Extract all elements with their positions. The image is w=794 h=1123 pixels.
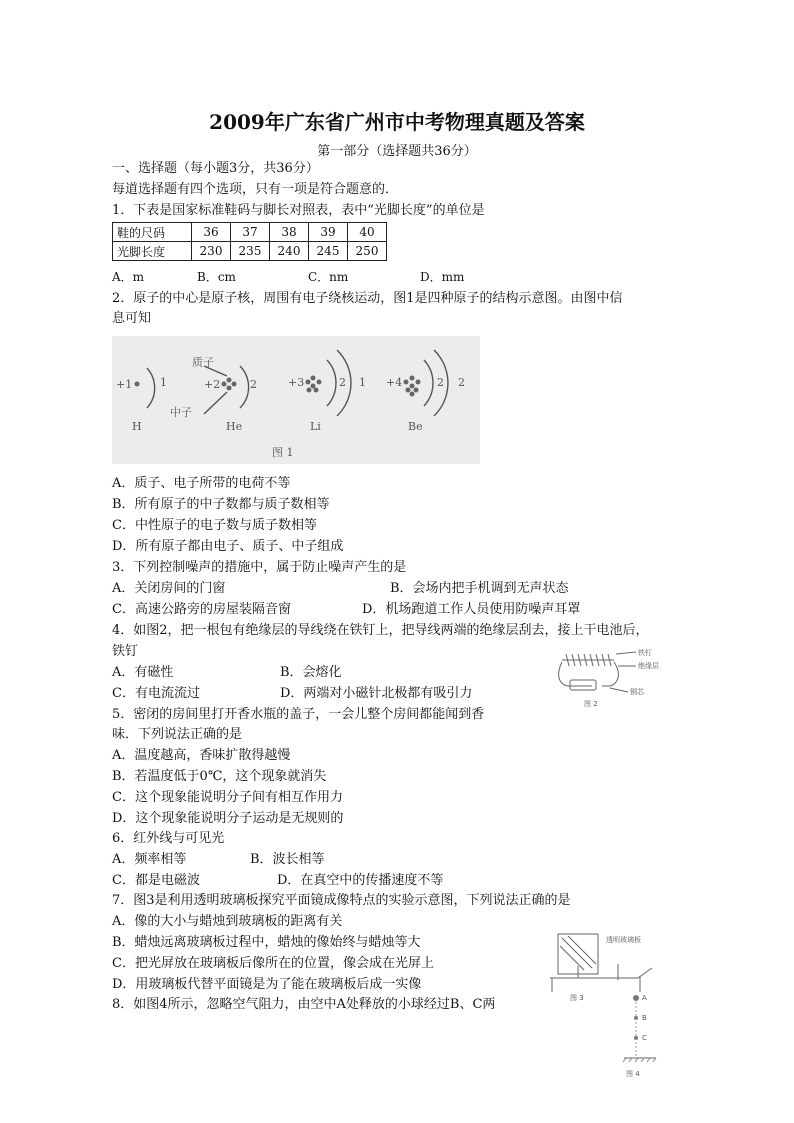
q4-option-a: A．有磁性: [112, 665, 174, 680]
q4-option-d: D．两端对小磁针北极都有吸引力: [280, 686, 473, 701]
table-cell: 光脚长度: [113, 242, 192, 261]
table-cell: 鞋的尺码: [113, 223, 192, 242]
q3-option-a: A．关闭房间的门窗: [112, 581, 226, 596]
neutron-label: 中子: [170, 406, 192, 419]
table-cell: 36: [192, 223, 231, 242]
q5-stem-line2: 味．下列说法正确的是: [112, 727, 243, 742]
q4-stem-line1: 4．如图2，把一根包有绝缘层的导线绕在铁钉上，把导线两端的绝缘层刮去，接上干电池后，: [112, 623, 649, 638]
shell-count: 2: [437, 376, 444, 389]
q2-option-d: D．所有原子都由电子、质子、中子组成: [112, 539, 344, 554]
q5-option-a: A．温度越高，香味扩散得越慢: [112, 748, 291, 763]
point-label: A: [642, 994, 647, 1002]
electron-shell: [240, 366, 249, 408]
q8-stem: 8．如图4所示，忽略空气阻力，由空中A处释放的小球经过B、C两: [112, 997, 496, 1012]
shell-count: 2: [250, 378, 257, 391]
table-row: [113, 242, 387, 261]
q1-option-b: B．cm: [197, 270, 236, 284]
q2-stem-line2: 息可知: [112, 311, 152, 326]
q6-option-a: A．频率相等: [112, 852, 187, 867]
q2-option-a: A．质子、电子所带的电荷不等: [112, 476, 291, 491]
shell-count: 1: [359, 376, 366, 389]
q4-option-c: C．有电流流过: [112, 686, 200, 701]
q3-option-b: B．会场内把手机调到无声状态: [390, 581, 569, 596]
atom-name: Be: [408, 420, 423, 433]
glass-label: 透明玻璃板: [606, 936, 641, 944]
q1-stem: 1．下表是国家标准鞋码与脚长对照表，表中“光脚长度”的单位是: [112, 203, 485, 218]
atom-charge: +2: [204, 378, 221, 391]
section-heading: 一、选择题（每小题3分，共36分）: [112, 161, 319, 176]
insulation-label: 绝缘层: [638, 662, 659, 670]
proton-label: 质子: [192, 356, 214, 369]
q2-stem-line1: 2．原子的中心是原子核，周围有电子绕核运动，图1是四种原子的结构示意图。由图中信: [112, 291, 623, 306]
electron-shell: [147, 368, 155, 408]
instruction-text: 每道选择题有四个选项，只有一项是符合题意的．: [112, 182, 399, 197]
q6-option-b: B．波长相等: [250, 852, 325, 867]
figure-caption: 图 4: [626, 1070, 640, 1078]
q3-option-c: C．高速公路旁的房屋装隔音窗: [112, 602, 291, 617]
table-cell: 235: [231, 242, 270, 261]
table-cell: 230: [192, 242, 231, 261]
figure-caption: 图 1: [272, 446, 294, 459]
q7-option-a: A．像的大小与蜡烛到玻璃板的距离有关: [112, 914, 343, 929]
atom-name: H: [132, 420, 142, 433]
falling-ball-figure: [620, 990, 660, 1078]
q2-option-c: C．中性原子的电子数与质子数相等: [112, 518, 317, 533]
falling-ball-diagram: [620, 990, 660, 1078]
point-label: B: [642, 1014, 647, 1022]
q1-option-d: D．mm: [420, 270, 465, 284]
nail-coil-figure: [552, 644, 670, 710]
nail-coil-diagram: [552, 644, 670, 710]
q6-option-d: D．在真空中的传播速度不等: [277, 873, 444, 888]
q7-option-d: D．用玻璃板代替平面镜是为了能在玻璃板后成一实像: [112, 977, 422, 992]
atom-structure-figure: [112, 336, 480, 464]
shell-count: 2: [339, 376, 346, 389]
q5-option-b: B．若温度低于0℃，这个现象就消失: [112, 769, 327, 784]
table-cell: 39: [309, 223, 348, 242]
q4-option-b: B．会熔化: [280, 665, 342, 680]
q7-option-b: B．蜡烛远离玻璃板过程中，蜡烛的像始终与蜡烛等大: [112, 935, 421, 950]
atom-charge: +3: [288, 376, 305, 389]
table-cell: 37: [231, 223, 270, 242]
figure-caption: 图 3: [570, 994, 584, 1002]
atom-name: He: [226, 420, 243, 433]
table-cell: 250: [348, 242, 387, 261]
q2-option-b: B．所有原子的中子数都与质子数相等: [112, 497, 330, 512]
q7-stem: 7．图3是利用透明玻璃板探究平面镜成像特点的实验示意图，下列说法正确的是: [112, 893, 571, 908]
point-label: C: [642, 1034, 647, 1042]
atom-name: Li: [310, 420, 321, 433]
q6-option-c: C．都是电磁波: [112, 873, 200, 888]
table-cell: 38: [270, 223, 309, 242]
table-cell: 240: [270, 242, 309, 261]
table-row: [113, 223, 387, 242]
atom-diagram: [112, 336, 480, 464]
q7-option-c: C．把光屏放在玻璃板后像所在的位置，像会成在光屏上: [112, 956, 434, 971]
table-cell: 245: [309, 242, 348, 261]
q6-stem: 6．红外线与可见光: [112, 831, 225, 846]
nail-label: 铁钉: [638, 649, 652, 657]
q1-option-c: C．nm: [308, 270, 349, 284]
atom-charge: +4: [386, 376, 403, 389]
figure-caption: 图 2: [584, 700, 598, 708]
electron-shell: [327, 360, 336, 406]
copper-label: 铜芯: [630, 688, 644, 696]
shell-count: 2: [458, 376, 465, 389]
shell-count: 1: [160, 376, 167, 389]
atom-charge: +1: [116, 378, 133, 391]
q1-option-a: A．m: [112, 270, 145, 284]
part-title: 第一部分（选择题共36分）: [317, 144, 477, 159]
page-title: 2009年广东省广州市中考物理真题及答案: [209, 110, 585, 134]
electron-shell: [424, 360, 433, 406]
q3-stem: 3．下列控制噪声的措施中，属于防止噪声产生的是: [112, 560, 407, 575]
q4-stem-line2: 铁钉: [112, 644, 139, 659]
table-cell: 40: [348, 223, 387, 242]
q5-option-c: C．这个现象能说明分子间有相互作用力: [112, 790, 343, 805]
q5-option-d: D．这个现象能说明分子运动是无规则的: [112, 811, 344, 826]
shoe-size-table: [112, 222, 387, 261]
q3-option-d: D．机场跑道工作人员使用防噪声耳罩: [362, 602, 581, 617]
q5-stem-line1: 5．密闭的房间里打开香水瓶的盖子，一会儿整个房间都能闻到香: [112, 707, 485, 722]
